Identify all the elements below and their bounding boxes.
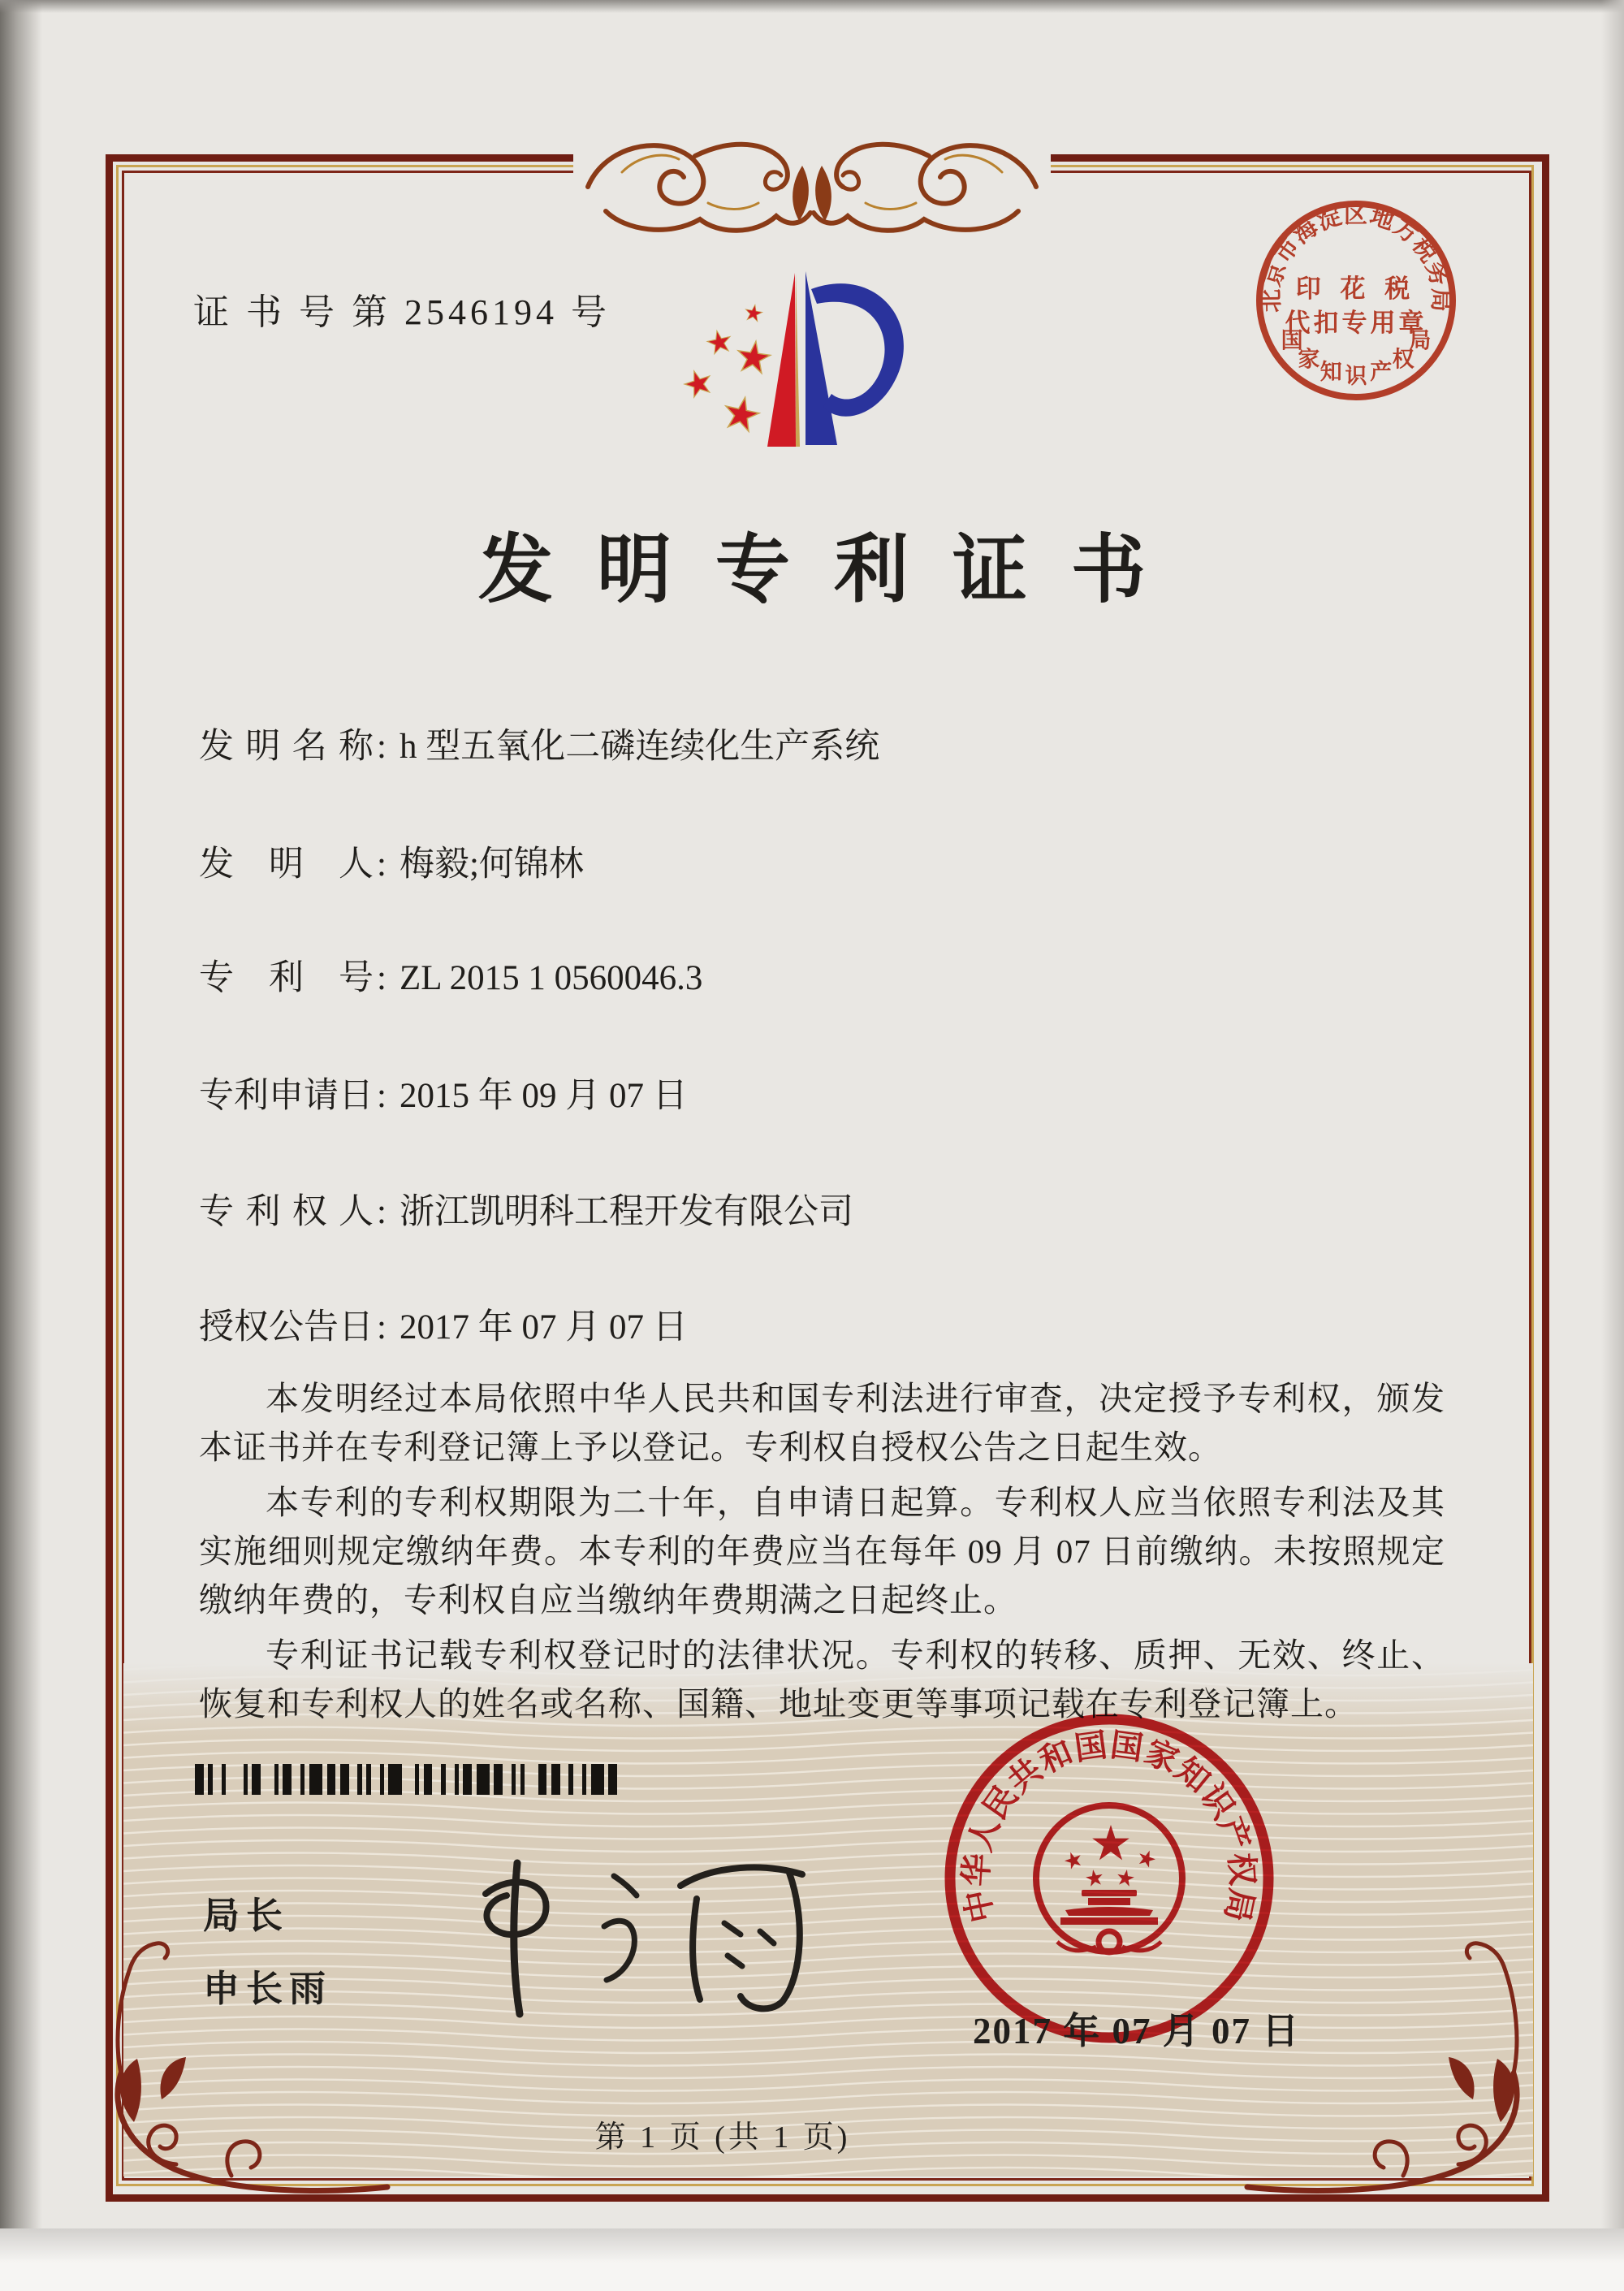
field-value: h 型五氧化二磷连续化生产系统 (399, 728, 880, 766)
director-signature (438, 1852, 828, 2022)
barcode-bar (494, 1764, 503, 1795)
barcode-bar (512, 1764, 516, 1795)
tax-stamp-bottom-char: 产 (1370, 359, 1393, 384)
dragon-ornament (573, 123, 1051, 245)
field-label: 专利权人 (199, 1193, 374, 1231)
field-value: 2015 年 09 月 07 日 (399, 1077, 688, 1115)
tax-stamp-bottom-char: 知 (1320, 359, 1342, 384)
barcode-bar (340, 1764, 349, 1795)
tax-stamp-bottom-char: 权 (1392, 347, 1415, 372)
field-patentee (199, 1184, 1466, 1234)
barcode-bar (309, 1764, 322, 1795)
barcode-bar (477, 1764, 490, 1795)
barcode-bar (244, 1764, 248, 1795)
barcode-bar (388, 1764, 401, 1795)
field-value: 2017 年 07 月 07 日 (399, 1308, 688, 1347)
barcode-bar (582, 1764, 586, 1795)
tax-stamp-top-arc: 北京市海淀区地方税务局 (1258, 201, 1454, 313)
barcode-bar (520, 1764, 525, 1795)
page-footer: 第 1 页 (共 1 页) (594, 2120, 851, 2155)
corner-flourish-bottom-left (85, 1929, 410, 2197)
field-invention-name (199, 719, 1466, 768)
field-label: 发明名称 (199, 728, 374, 766)
barcode-bar (208, 1764, 212, 1795)
legal-paragraph: 本发明经过本局依照中华人民共和国专利法进行审查，决定授予专利权，颁发本证书并在专利登记簿上予以登记。专利权自授权公告之日起生效。 (199, 1380, 1445, 1466)
field-colon: : (377, 845, 387, 884)
field-colon: : (377, 959, 387, 997)
certificate-title: 发明专利证书 (477, 529, 1190, 612)
director-title: 局长 (203, 1895, 290, 1936)
barcode-bar (441, 1764, 445, 1795)
field-value: ZL 2015 1 0560046.3 (399, 959, 703, 997)
seal-ring-text: 中华人民共和国国家知识产权局 (957, 1726, 1261, 1926)
barcode-bar (357, 1764, 361, 1795)
barcode-bar (300, 1764, 304, 1795)
legal-paragraph: 本专利的专利权期限为二十年，自申请日起算。专利权人应当依照专利法及其实施细则规定缴纳年费。本专利的年费应当在每年 09 月 07 日前缴纳。未按照规定缴纳年费的，专利权自应当缴纳年费期满之日起终止。 (199, 1484, 1445, 1619)
tax-stamp-line1: 印 花 税 (1295, 274, 1417, 303)
field-colon: : (377, 728, 387, 766)
barcode-bar (551, 1764, 560, 1795)
national-emblem (1036, 1805, 1182, 1952)
barcode-bar (195, 1764, 204, 1795)
tax-stamp-bottom-char: 识 (1345, 364, 1367, 388)
barcode-bar (283, 1764, 292, 1795)
field-label: 发明人 (199, 845, 374, 884)
barcode-bar (463, 1764, 472, 1795)
barcode-bar (424, 1764, 433, 1795)
field-value: 浙江凯明科工程开发有限公司 (399, 1193, 853, 1231)
barcode-bar (608, 1764, 617, 1795)
director-name: 申长雨 (203, 1968, 333, 2009)
legal-text-block (199, 1374, 1445, 1735)
logo-stars (681, 303, 771, 432)
tax-stamp-bottom-char: 国 (1281, 328, 1303, 353)
certificate-number: 证 书 号 第 2546194 号 (193, 292, 611, 332)
barcode-bar (538, 1764, 547, 1795)
legal-paragraph: 专利证书记载专利权登记时的法律状况。专利权的转移、质押、无效、终止、恢复和专利权人的姓名或名称、国籍、地址变更等事项记载在专利登记簿上。 (199, 1636, 1445, 1723)
barcode-bar (274, 1764, 279, 1795)
barcode-bar (327, 1764, 336, 1795)
tax-stamp (1250, 195, 1462, 406)
barcode-bar (366, 1764, 370, 1795)
field-colon: : (377, 1193, 387, 1231)
field-patent-number (199, 950, 1466, 1000)
field-colon: : (377, 1077, 387, 1115)
field-value: 梅毅;何锦林 (399, 845, 584, 884)
tax-stamp-bottom-char: 家 (1298, 347, 1320, 372)
seal-ring (950, 1719, 1268, 2038)
barcode-bar (455, 1764, 459, 1795)
barcode-bar (568, 1764, 572, 1795)
tax-stamp-bottom-char: 局 (1409, 328, 1432, 353)
barcode-bar (252, 1764, 261, 1795)
field-inventor (199, 836, 1466, 886)
field-label: 授权公告日 (199, 1308, 374, 1347)
barcode-bar (415, 1764, 419, 1795)
logo-red-wedge (767, 273, 796, 447)
barcode (195, 1764, 617, 1795)
seal-date: 2017 年 07 月 07 日 (973, 2011, 1301, 2051)
tax-stamp-line2: 代扣专用章 (1285, 309, 1427, 337)
barcode-bar (222, 1764, 226, 1795)
logo-gold-sliver (796, 273, 800, 447)
barcode-bar (591, 1764, 604, 1795)
barcode-bar (380, 1764, 384, 1795)
corner-flourish-bottom-right (1224, 1929, 1549, 2197)
field-filing-date (199, 1068, 1466, 1117)
field-label: 专利号 (199, 959, 374, 997)
cnipa-logo (672, 262, 932, 469)
page-edge-below (0, 2228, 1624, 2291)
field-label: 专利申请日 (199, 1077, 374, 1115)
field-grant-date (199, 1299, 1466, 1349)
field-colon: : (377, 1308, 387, 1347)
